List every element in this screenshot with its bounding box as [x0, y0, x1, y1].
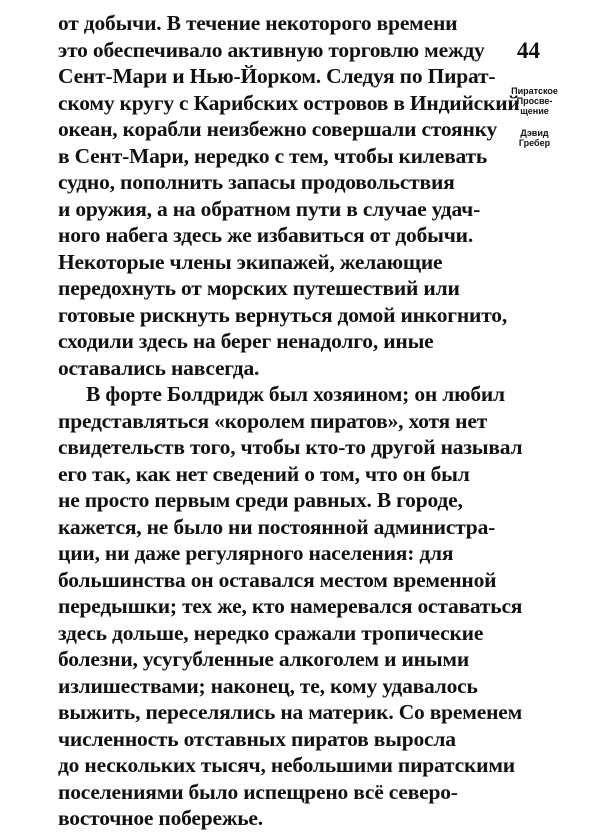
text-line: от добычи. В течение некоторого времени: [58, 11, 458, 35]
running-author-line: Дэвид: [520, 128, 549, 138]
text-line: представляться «королем пиратов», хотя нет: [58, 408, 488, 433]
text-line: излишествами; наконец, те, кому удавалось: [58, 673, 478, 698]
main-text: [58, 10, 523, 832]
text-line: ции, ни даже регулярного населения: для: [58, 541, 454, 565]
text-line: его так, как нет сведений о том, что он был: [58, 461, 470, 486]
running-title-line: Пиратское: [511, 86, 558, 96]
text-line: и оружия, а на обратном пути в случае удач-: [58, 196, 481, 221]
running-title: [497, 86, 572, 116]
text-line: Некоторые члены экипажей, желающие: [58, 249, 443, 274]
text-line: скому кругу с Карибских островов в Индийский: [58, 90, 520, 115]
text-line: не просто первым среди равных. В городе,: [58, 488, 463, 512]
page-number: 44: [517, 38, 540, 63]
text-line: сходили здесь на берег ненадолго, иные: [58, 329, 434, 353]
running-author-line: Гребер: [518, 138, 551, 148]
paragraph-2: [58, 381, 523, 832]
text-line: судно, пополнить запасы продовольствия: [58, 170, 455, 194]
text-line: оставались навсегда.: [58, 355, 260, 380]
text-line: передохнуть от морских путешествий или: [58, 276, 460, 300]
text-line: океан, корабли неизбежно совершали стоянку: [58, 117, 498, 141]
text-line: до нескольких тысяч, небольшими пиратскими: [58, 753, 515, 777]
text-line: свидетельств того, чтобы кто-то другой называл: [58, 435, 523, 459]
text-line: болезни, усугубленные алкоголем и иными: [58, 647, 470, 671]
text-line: передышки; тех же, кто намеревался оставаться: [58, 594, 523, 618]
text-line: готовые рискнуть вернуться домой инкогнито,: [58, 302, 508, 327]
text-line: восточное побережье.: [58, 806, 263, 830]
text-line: это обеспечивало активную торговлю между: [58, 37, 485, 62]
text-line: выжить, переселялись на материк. Со временем: [58, 700, 523, 724]
paragraph-1: [58, 10, 520, 381]
running-title-line: щение: [520, 106, 549, 116]
running-author: [497, 128, 572, 148]
text-line: ного набега здесь же избавиться от добычи.: [58, 223, 474, 247]
text-line: большинства он оставался местом временной: [58, 567, 497, 592]
running-title-line: Просве-: [516, 96, 553, 106]
text-line: Сент-Мари и Нью-Йорком. Следуя по Пират-: [58, 64, 496, 88]
text-line: в Сент-Мари, нередко с тем, чтобы килевать: [58, 143, 488, 168]
text-line: здесь дольше, нередко сражали тропические: [58, 620, 484, 645]
text-line: кажется, не было ни постоянной администра-: [58, 514, 496, 539]
text-line: поселениями было испещрено всё северо-: [58, 779, 458, 804]
text-line: В форте Болдридж был хозяином; он любил: [86, 382, 505, 406]
text-line: численность отставных пиратов выросла: [58, 726, 456, 751]
